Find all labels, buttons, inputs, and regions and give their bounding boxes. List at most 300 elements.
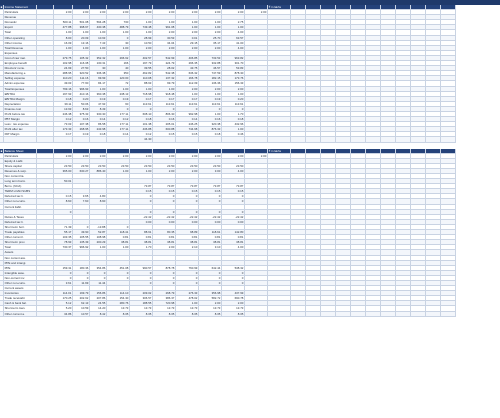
value-cell[interactable]: 207.86 [90,296,107,301]
value-cell[interactable]: 113.91 [153,102,176,107]
value-cell[interactable]: 0 [73,225,90,230]
empty-cell[interactable] [381,312,396,317]
value-cell[interactable]: 406.85 [176,56,199,61]
value-cell[interactable]: 2.00 [73,154,90,159]
value-cell[interactable]: 2.00 [222,10,245,15]
value-cell[interactable]: 177.11 [107,122,130,127]
value-cell[interactable]: 0 [153,107,176,112]
row-label[interactable]: Total Expenses [4,87,37,92]
value-cell[interactable]: 2.00 [153,169,176,174]
empty-cell[interactable] [351,137,366,142]
value-cell[interactable]: 10.63 [90,36,107,41]
value-cell[interactable]: 166.78 [176,76,199,81]
value-cell[interactable]: 0.46 [222,132,245,137]
value-cell[interactable]: 0 [176,210,199,215]
value-cell[interactable]: -22.42 [130,215,153,220]
value-cell[interactable]: 34.86 [54,312,73,317]
value-cell[interactable]: 0.20 [73,97,90,102]
row-label[interactable]: PAT Margin [4,132,37,137]
value-cell[interactable]: 2.00 [153,154,176,159]
value-cell[interactable]: 0 [107,107,130,112]
value-cell[interactable]: 280.76 [107,301,130,306]
value-cell[interactable]: 2.00 [107,154,130,159]
value-cell[interactable]: 0.18 [90,132,107,137]
value-cell[interactable]: 200.29 [90,240,107,245]
value-cell[interactable]: 2.00 [130,10,153,15]
value-cell[interactable]: 320.38 [199,122,222,127]
value-cell[interactable]: 330.30 [90,112,107,117]
row-label[interactable]: Profit before tax [4,112,37,117]
value-cell[interactable]: 0.16 [199,117,222,122]
value-cell[interactable]: 538.32 [222,266,245,271]
value-cell[interactable]: 1.00 [222,25,245,30]
row-label[interactable]: PPE [4,266,37,271]
row-label[interactable]: Other current a. [4,312,37,317]
value-cell[interactable]: 0 [153,276,176,281]
value-cell[interactable]: 197.79 [130,61,153,66]
empty-cell[interactable] [336,137,351,142]
row-label[interactable]: Total [4,30,37,35]
row-label[interactable]: Trade payables [4,230,37,235]
value-cell[interactable]: 2.00 [176,169,199,174]
value-cell[interactable]: 0.12 [130,132,153,137]
empty-cell[interactable] [306,137,321,142]
value-cell[interactable]: 1.00 [130,169,153,174]
row-label[interactable]: Non-current inv. [4,276,37,281]
value-cell[interactable]: 49.03 [54,81,73,86]
value-cell[interactable] [245,312,268,317]
value-cell[interactable]: 0 [176,276,199,281]
row-label[interactable]: Other income [4,41,37,46]
value-cell[interactable]: 747.59 [199,71,222,76]
value-cell[interactable]: 0.15 [153,189,176,194]
value-cell[interactable]: 749.48 [130,25,153,30]
value-cell[interactable]: 180.36 [73,266,90,271]
value-cell[interactable]: 1.00 [90,245,107,250]
value-cell[interactable]: 13.73 [176,306,199,311]
value-cell[interactable]: 72 [107,81,130,86]
value-cell[interactable]: 1.00 [107,30,130,35]
value-cell[interactable]: 103.35 [54,235,73,240]
value-cell[interactable]: 23.50 [73,164,90,169]
value-cell[interactable]: 2.00 [199,10,222,15]
value-cell[interactable]: 23.50 [176,164,199,169]
value-cell[interactable]: 7.60 [73,199,90,204]
value-cell[interactable]: 39.11 [54,102,73,107]
value-cell[interactable]: 23.50 [153,164,176,169]
value-cell[interactable]: 177.11 [107,112,130,117]
value-cell[interactable]: 38.81 [176,240,199,245]
value-cell[interactable]: 0.15 [199,189,222,194]
value-cell[interactable]: 0.19 [107,97,130,102]
value-cell[interactable]: 279.75 [54,56,73,61]
value-cell[interactable]: 105.55 [73,235,90,240]
value-cell[interactable]: 2.00 [176,87,199,92]
value-cell[interactable]: 47.93 [90,102,107,107]
value-cell[interactable]: 2.00 [222,87,245,92]
value-cell[interactable]: 135.39 [73,240,90,245]
value-cell[interactable]: 35.17 [199,41,222,46]
empty-cell[interactable] [291,137,306,142]
value-cell[interactable]: 350 [107,71,130,76]
value-cell[interactable]: 0.14 [90,117,107,122]
value-cell[interactable]: 594.28 [90,20,107,25]
value-cell[interactable]: 154.30 [107,296,130,301]
value-cell[interactable]: 1.70 [222,112,245,117]
value-cell[interactable]: 0.18 [130,117,153,122]
value-cell[interactable]: 4.00 [222,169,245,174]
value-cell[interactable]: 0 [176,107,199,112]
value-cell[interactable]: 886.40 [90,169,107,174]
value-cell[interactable]: -13.88 [90,225,107,230]
value-cell[interactable] [54,137,73,142]
value-cell[interactable]: 16.09 [54,41,73,46]
value-cell[interactable]: 24.69 [54,66,73,71]
value-cell[interactable]: 436.88 [130,127,153,132]
value-cell[interactable]: 1.00 [222,92,245,97]
value-cell[interactable]: 5.20 [54,306,73,311]
value-cell[interactable]: 73.87 [222,184,245,189]
value-cell[interactable]: 13.73 [153,306,176,311]
value-cell[interactable]: 0 [130,107,153,112]
value-cell[interactable]: 636.32 [176,71,199,76]
value-cell[interactable]: 52.87 [90,230,107,235]
value-cell[interactable]: 991.08 [153,25,176,30]
value-cell[interactable]: 878.30 [222,71,245,76]
value-cell[interactable]: 2.00 [176,46,199,51]
value-cell[interactable]: 28.99 [130,36,153,41]
value-cell[interactable]: 30 [90,66,107,71]
row-label[interactable]: Total [4,245,37,250]
value-cell[interactable]: 99.79 [153,81,176,86]
row-label[interactable]: EBITDA Margin [4,97,37,102]
value-cell[interactable]: 1.00 [130,30,153,35]
value-cell[interactable]: 2.00 [153,30,176,35]
value-cell[interactable]: 268.95 [73,127,90,132]
value-cell[interactable]: 760.99 [176,266,199,271]
value-cell[interactable]: 1.00 [107,245,130,250]
value-cell[interactable]: -22.42 [199,215,222,220]
value-cell[interactable]: 159.31 [54,266,73,271]
value-cell[interactable]: 630.27 [73,169,90,174]
value-cell[interactable]: 156.33 [222,81,245,86]
value-cell[interactable]: 8.35 [107,312,130,317]
value-cell[interactable]: 0 [130,276,153,281]
value-cell[interactable]: 38.81 [153,240,176,245]
value-cell[interactable]: 30 [107,41,130,46]
value-cell[interactable]: 101.38 [130,122,153,127]
value-cell[interactable]: 690.78 [222,296,245,301]
value-cell[interactable]: 102.98 [54,61,73,66]
value-cell[interactable]: 112.39 [176,81,199,86]
value-cell[interactable]: 0.81 [199,235,222,240]
row-label[interactable]: TERM LOAN SUBS [4,189,37,194]
value-cell[interactable]: 63.57 [222,36,245,41]
value-cell[interactable]: 23.50 [54,164,73,169]
value-cell[interactable]: 0 [199,194,222,199]
value-cell[interactable]: 1.00 [107,46,130,51]
value-cell[interactable]: 1.00 [90,30,107,35]
value-cell[interactable]: 49.90 [73,230,90,235]
value-cell[interactable]: 2.00 [199,30,222,35]
value-cell[interactable]: 0 [153,271,176,276]
value-cell[interactable]: 0.81 [222,235,245,240]
value-cell[interactable]: 0 [199,276,222,281]
value-cell[interactable]: 0.12 [107,117,130,122]
value-cell[interactable]: 8.35 [222,312,245,317]
row-label[interactable]: Borro. (NCA) [4,184,37,189]
value-cell[interactable]: 0.81 [130,235,153,240]
value-cell[interactable]: 0 [130,199,153,204]
value-cell[interactable]: 320.52 [73,71,90,76]
value-cell[interactable]: 1.00 [176,301,199,306]
value-cell[interactable]: 2.00 [90,10,107,15]
row-label[interactable]: Selling expense [4,76,37,81]
value-cell[interactable]: 332.88 [199,61,222,66]
row-label[interactable]: Other operating [4,36,37,41]
value-cell[interactable]: 0.16 [73,117,90,122]
value-cell[interactable]: 34.04 [153,41,176,46]
row-label[interactable]: Current liabil. [4,205,37,210]
value-cell[interactable]: 177.11 [107,127,130,132]
value-cell[interactable]: 437.99 [222,291,245,296]
value-cell[interactable]: 0 [90,276,107,281]
value-cell[interactable]: 2.00 [54,10,73,15]
value-cell[interactable]: 4.80 [90,194,107,199]
value-cell[interactable]: 30.53 [153,36,176,41]
value-cell[interactable]: 84.17 [90,81,107,86]
value-cell[interactable]: 238.13 [107,92,130,97]
value-cell[interactable]: 0 [153,199,176,204]
empty-cell[interactable] [426,137,441,142]
value-cell[interactable]: 0.00 [130,220,153,225]
value-cell[interactable]: 38.81 [107,240,130,245]
value-cell[interactable]: 0.15 [176,132,199,137]
value-cell[interactable]: 0 [107,36,130,41]
value-cell[interactable]: 197.93 [54,92,73,97]
value-cell[interactable]: 0 [54,210,73,215]
value-cell[interactable]: 306.57 [130,296,153,301]
value-cell[interactable]: 488.79 [107,25,130,30]
row-label[interactable] [4,137,37,142]
value-cell[interactable]: 80.35 [153,230,176,235]
value-cell[interactable]: 398.67 [73,25,90,30]
value-cell[interactable]: 356.98 [199,291,222,296]
value-cell[interactable]: 990.57 [130,266,153,271]
value-cell[interactable]: 173.76 [222,76,245,81]
value-cell[interactable]: 41.00 [222,41,245,46]
value-cell[interactable]: 0.17 [153,97,176,102]
value-cell[interactable]: 199.79 [73,291,90,296]
value-cell[interactable]: 46.57 [199,66,222,71]
value-cell[interactable]: 8.35 [199,312,222,317]
value-cell[interactable]: 98.89 [176,230,199,235]
value-cell[interactable]: 111.16 [73,76,90,81]
empty-cell[interactable] [336,312,351,317]
value-cell[interactable]: 918.48 [153,92,176,97]
value-cell[interactable]: -22.42 [153,215,176,220]
value-cell[interactable]: 1.00 [90,46,107,51]
value-cell[interactable]: -22.42 [176,215,199,220]
row-label[interactable]: Domestic [4,20,37,25]
value-cell[interactable]: 730.37 [54,245,73,250]
value-cell[interactable]: 23.50 [222,164,245,169]
row-label[interactable]: Deferred tax li. [4,194,37,199]
empty-cell[interactable] [411,312,426,317]
value-cell[interactable]: 375.33 [73,112,90,117]
value-cell[interactable]: 352.32 [90,56,107,61]
value-cell[interactable]: 0.14 [176,117,199,122]
value-cell[interactable]: 0 [107,271,130,276]
value-cell[interactable]: 582.72 [199,296,222,301]
value-cell[interactable] [73,137,90,142]
value-cell[interactable]: 720.98 [153,301,176,306]
value-cell[interactable] [90,137,107,142]
empty-cell[interactable] [396,312,411,317]
value-cell[interactable]: 806.30 [153,112,176,117]
value-cell[interactable]: 0 [176,199,199,204]
value-cell[interactable]: 0 [73,276,90,281]
value-cell[interactable]: 38.81 [222,240,245,245]
row-label[interactable]: PBT Margin [4,117,37,122]
value-cell[interactable]: 1.00 [73,46,90,51]
empty-cell[interactable] [291,312,306,317]
value-cell[interactable]: 8.35 [130,312,153,317]
value-cell[interactable]: 73.87 [176,184,199,189]
value-cell[interactable]: 209.02 [130,291,153,296]
value-cell[interactable]: 0.12 [54,117,73,122]
value-cell[interactable]: 2.00 [222,301,245,306]
value-cell[interactable]: 27.50 [73,66,90,71]
empty-cell[interactable] [306,312,321,317]
value-cell[interactable]: 410.16 [73,92,90,97]
value-cell[interactable]: 10.59 [73,306,90,311]
value-cell[interactable]: 2.00 [245,10,268,15]
value-cell[interactable]: 113.91 [176,102,199,107]
value-cell[interactable]: 0 [130,271,153,276]
income-statement-grid[interactable] [0,5,500,143]
value-cell[interactable]: 20.09 [73,36,90,41]
row-label[interactable]: Expenses [4,51,37,56]
value-cell[interactable]: 113.91 [199,102,222,107]
row-label[interactable]: Particulars [4,10,37,15]
row-label[interactable]: PPE and intangi. [4,261,37,266]
value-cell[interactable]: 1.00 [153,20,176,25]
value-cell[interactable]: 2.00 [73,10,90,15]
value-cell[interactable]: 430.38 [90,25,107,30]
value-cell[interactable]: 13.16 [73,41,90,46]
value-cell[interactable]: 0 [153,281,176,286]
value-cell[interactable]: 432.96 [222,122,245,127]
value-cell[interactable]: 23.50 [130,164,153,169]
value-cell[interactable]: 600.88 [153,127,176,132]
value-cell[interactable]: 246.38 [54,112,73,117]
value-cell[interactable]: 276.33 [176,291,199,296]
empty-cell[interactable] [396,137,411,142]
value-cell[interactable]: 3.61 [54,281,73,286]
empty-cell[interactable] [268,137,291,142]
value-cell[interactable]: 25.70 [199,36,222,41]
value-cell[interactable] [199,137,222,142]
value-cell[interactable]: 2.00 [90,154,107,159]
value-cell[interactable]: 799.16 [54,87,73,92]
empty-cell[interactable] [441,137,456,142]
value-cell[interactable]: 0.18 [222,117,245,122]
value-cell[interactable]: 86.58 [90,122,107,127]
empty-cell[interactable] [268,312,291,317]
value-cell[interactable]: 0 [222,276,245,281]
value-cell[interactable]: 0 [107,276,130,281]
value-cell[interactable]: 2.00 [199,301,222,306]
value-cell[interactable]: 0 [130,210,153,215]
value-cell[interactable]: 114.01 [54,291,73,296]
row-label[interactable]: Profit after tax [4,127,37,132]
value-cell[interactable]: 38.81 [199,240,222,245]
value-cell[interactable]: 730 [107,20,130,25]
value-cell[interactable]: 451.08 [107,266,130,271]
value-cell[interactable]: 88.63 [130,81,153,86]
value-cell[interactable]: 142.80 [222,230,245,235]
value-cell[interactable]: 0.17 [176,97,199,102]
value-cell[interactable]: 963.82 [222,56,245,61]
empty-cell[interactable] [381,137,396,142]
value-cell[interactable]: 8.35 [153,312,176,317]
value-cell[interactable]: 608.10 [130,112,153,117]
value-cell[interactable]: 0 [153,210,176,215]
value-cell[interactable]: 2.75 [222,20,245,25]
spreadsheet[interactable] [0,5,500,418]
value-cell[interactable]: 0.15 [54,194,73,199]
value-cell[interactable]: 386.37 [153,296,176,301]
value-cell[interactable]: 0 [199,271,222,276]
value-cell[interactable]: 0.18 [54,97,73,102]
value-cell[interactable]: 0.01 [176,36,199,41]
value-cell[interactable]: 73.03 [54,122,73,127]
value-cell[interactable]: 500.11 [54,20,73,25]
value-cell[interactable]: 60 [107,102,130,107]
value-cell[interactable]: 39.55 [130,66,153,71]
value-cell[interactable]: 2.00 [199,46,222,51]
empty-cell[interactable] [321,312,336,317]
row-label[interactable]: Deferred tax li. [4,220,37,225]
value-cell[interactable]: 0 [107,225,130,230]
value-cell[interactable]: 8.90 [90,199,107,204]
row-label[interactable]: Particulars [4,154,37,159]
value-cell[interactable]: 0 [222,199,245,204]
value-cell[interactable]: 1.00 [107,87,130,92]
value-cell[interactable]: 992.98 [176,112,199,117]
value-cell[interactable]: 0 [222,281,245,286]
value-cell[interactable]: 0 [199,210,222,215]
value-cell[interactable] [107,137,130,142]
value-cell[interactable] [245,137,268,142]
value-cell[interactable]: 118.91 [199,230,222,235]
value-cell[interactable]: 296.62 [107,56,130,61]
value-cell[interactable]: 718.98 [130,92,153,97]
value-cell[interactable]: 0.20 [222,97,245,102]
value-cell[interactable]: 642.44 [199,266,222,271]
value-cell[interactable]: 1.00 [90,87,107,92]
value-cell[interactable]: 13.73 [222,306,245,311]
value-cell[interactable]: 0 [176,271,199,276]
value-cell[interactable]: 4.00 [222,30,245,35]
value-cell[interactable]: 0.00 [222,220,245,225]
row-label[interactable]: Admin expense [4,81,37,86]
value-cell[interactable]: 0 [199,281,222,286]
value-cell[interactable]: 13.73 [107,306,130,311]
value-cell[interactable]: 733.53 [199,56,222,61]
row-label[interactable]: Export [4,25,37,30]
